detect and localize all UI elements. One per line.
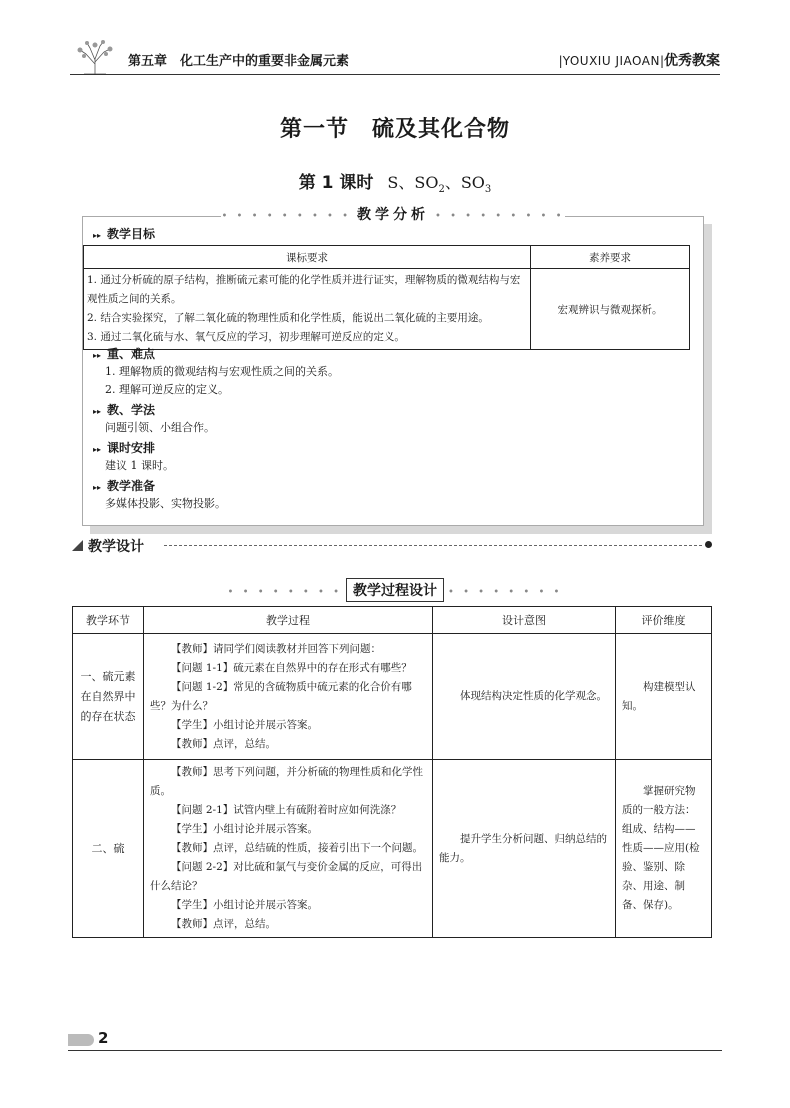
process-cell: 【教师】思考下列问题，并分析硫的物理性质和化学性质。 【问题 2-1】试管内壁上有硫附着时应如何洗涤？ 【学生】小组讨论并展示答案。 【教师】点评，总结硫的性质，接着引出下一个问题。 【问题 2-2】对比硫和氯气与变价金属的反应，可得出什么结论？ 【学生】小组讨论并展示答案。 【教师】点评，总结。 [144,760,433,938]
key-item: 2. 理解可逆反应的定义。 [105,383,229,396]
footer-divider [68,1050,722,1051]
method-heading: ▸▸ 教、学法 [93,403,156,417]
schedule-text: 建议 1 课时。 [105,459,174,472]
col-literacy: 素养要求 [531,246,690,269]
section-title: 第一节 硫及其化合物 [279,117,510,142]
list-item: 3. 通过二氧化硫与水、氧气反应的学习，初步理解可逆反应的定义。 [87,331,405,343]
method-text: 问题引领、小组合作。 [105,421,215,434]
process-cell: 【教师】请同学们阅读教材并回答下列问题： 【问题 1-1】硫元素在自然界中的存在形式有哪些？ 【问题 1-2】常见的含硫物质中硫元素的化合价有哪些？为什么？ 【学生】小组讨论并展示答案。 【教师】点评，总结。 [144,634,433,760]
triangle-icon [72,540,83,551]
table-row [73,634,712,760]
intent-cell: 提升学生分析问题、归纳总结的能力。 [433,760,616,938]
list-item: 1. 通过分析硫的原子结构，推断硫元素可能的化学性质并进行证实，理解物质的微观结构与宏观性质之间的关系。 [87,274,521,305]
page-header [70,40,720,76]
literacy-cell: 宏观辨识与微观探析。 [531,269,690,350]
standard-list [84,269,531,350]
col-process: 教学过程 [144,607,433,634]
lesson-label: 第 1 课时 [298,173,374,193]
stage-cell: 二、硫 [73,760,144,938]
goals-heading: ▸▸ 教学目标 [93,227,156,241]
schedule-heading: ▸▸ 课时安排 [93,441,156,455]
prep-heading: ▸▸ 教学准备 [93,479,156,493]
brand-en: YOUXIU JIAOAN [562,54,660,68]
eval-cell: 构建模型认知。 [616,634,712,760]
process-title: • • • • • • • • 教学过程设计 • • • • • • • • [0,578,790,602]
tree-logo-icon [70,40,120,76]
page-number: 2 [98,1029,109,1047]
page-tab-icon [68,1034,94,1046]
lesson-title: 第 1 课时 S、$SO_2$、$SO_3$ [298,173,492,196]
process-table [72,606,712,938]
list-item: 2. 结合实验探究，了解二氧化硫的物理性质和化学性质，能说出二氧化硫的主要用途。 [87,312,489,324]
col-standard: 课标要求 [84,246,531,269]
design-heading: 教学设计 [72,536,712,556]
dashed-divider [164,545,702,546]
chapter-title: 第五章 化工生产中的重要非金属元素 [128,54,350,69]
intent-cell: 体现结构决定性质的化学观念。 [433,634,616,760]
objectives-table [83,245,690,350]
col-stage: 教学环节 [73,607,144,634]
key-heading: ▸▸ 重、难点 [93,347,156,361]
prep-text: 多媒体投影、实物投影。 [105,497,226,510]
table-row [73,760,712,938]
col-intent: 设计意图 [433,607,616,634]
brand: |YOUXIU JIAOAN|优秀教案 [558,53,720,69]
eval-cell: 掌握研究物质的一般方法：组成、结构——性质——应用(检验、鉴别、除杂、用途、制备、保存)。 [616,760,712,938]
col-eval: 评价维度 [616,607,712,634]
stage-cell: 一、硫元素在自然界中的存在状态 [73,634,144,760]
key-item: 1. 理解物质的微观结构与宏观性质之间的关系。 [105,365,339,378]
analysis-title: • • • • • • • • • 教学分析 • • • • • • • • • [221,207,565,223]
brand-cn: 优秀教案 [664,53,720,69]
bullet-icon [705,541,712,548]
analysis-box [82,207,704,526]
header-divider [70,74,720,75]
